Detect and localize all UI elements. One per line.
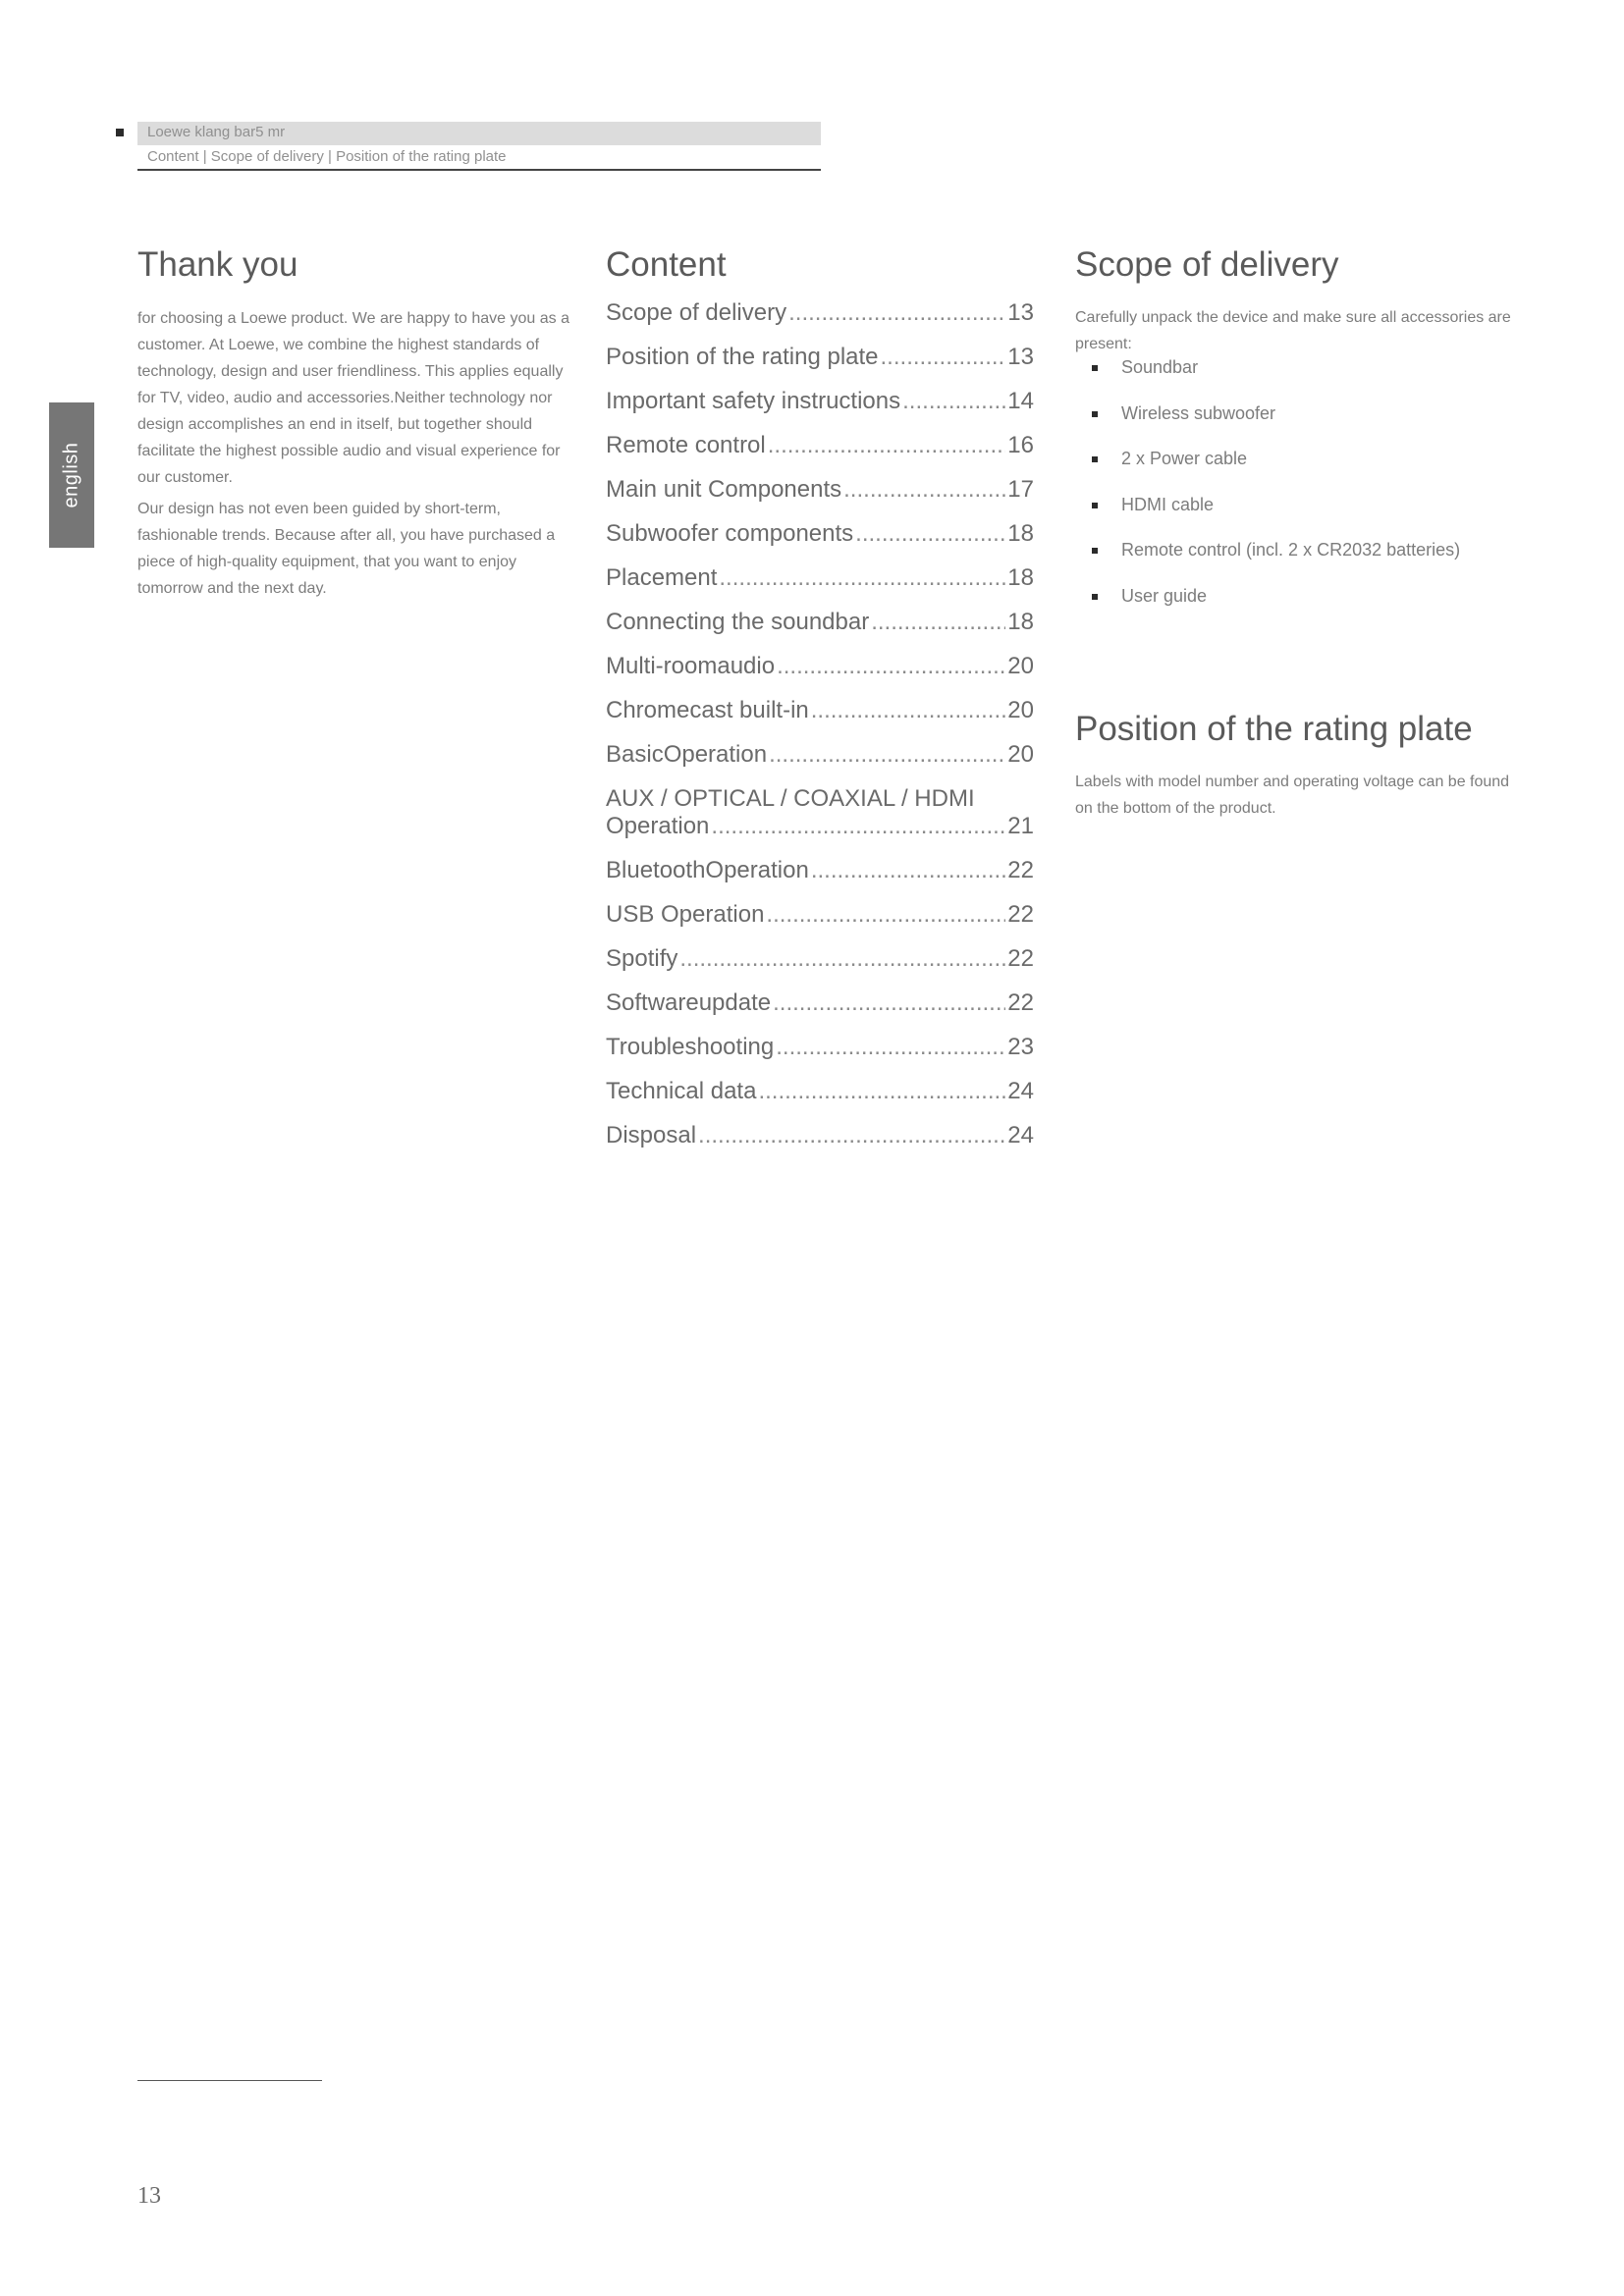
header-divider <box>137 169 821 171</box>
toc-item[interactable]: AUX / OPTICAL / COAXIAL / HDMI Operation ..... 21 <box>606 785 1034 857</box>
language-tab-label: english <box>60 442 82 508</box>
list-item: 2 x Power cable <box>1088 449 1460 495</box>
thank-you-paragraph-1: for choosing a Loewe product. We are happy to have you as a customer. At Loewe, we combine the highest standards of technology, design and user friendliness. This applies equally for TV, video, audio and accessories.Neither technology nor design accomplishes an end in itself, but together should facilitate the highest possible audio and visual experience for our customer. <box>137 310 569 486</box>
list-item: HDMI cable <box>1088 495 1460 541</box>
table-of-contents <box>606 299 1034 1166</box>
scope-of-delivery-heading: Scope of delivery <box>1075 245 1339 284</box>
toc-item[interactable]: Disposal ..... 24 <box>606 1122 1034 1166</box>
page-number: 13 <box>137 2183 161 2209</box>
toc-item[interactable]: Placement ..... 18 <box>606 564 1034 609</box>
toc-item[interactable]: Spotify ..... 22 <box>606 945 1034 989</box>
toc-item[interactable]: Chromecast built-in ..... 20 <box>606 697 1034 741</box>
header-product-name: Loewe klang bar5 mr <box>147 124 286 140</box>
toc-item[interactable]: Technical data ..... 24 <box>606 1078 1034 1122</box>
list-item: Wireless subwoofer <box>1088 403 1460 450</box>
toc-item[interactable]: Multi-roomaudio ..... 20 <box>606 653 1034 697</box>
toc-item[interactable]: Position of the rating plate ..... 13 <box>606 344 1034 388</box>
toc-item[interactable]: Connecting the soundbar ..... 18 <box>606 609 1034 653</box>
language-tab <box>49 402 94 548</box>
toc-item[interactable]: Scope of delivery ..... 13 <box>606 299 1034 344</box>
toc-item[interactable]: Troubleshooting ..... 23 <box>606 1034 1034 1078</box>
rating-plate-heading: Position of the rating plate <box>1075 710 1473 748</box>
content-heading: Content <box>606 245 727 284</box>
scope-of-delivery-intro: Carefully unpack the device and make sure all accessories are present: <box>1075 309 1511 352</box>
toc-item[interactable]: BluetoothOperation ..... 22 <box>606 857 1034 901</box>
thank-you-paragraph-2: Our design has not even been guided by short-term, fashionable trends. Because after all, you have purchased a piece of high-quality equipment, that you want to enjoy tomorrow and the next day. <box>137 501 556 597</box>
list-item: Soundbar <box>1088 357 1460 403</box>
toc-item[interactable]: Main unit Components ..... 17 <box>606 476 1034 520</box>
rating-plate-text: Labels with model number and operating voltage can be found on the bottom of the product. <box>1075 774 1510 817</box>
footnote-divider <box>137 2080 322 2081</box>
header-subtitle: Content | Scope of delivery | Position of the rating plate <box>147 148 507 165</box>
list-item: Remote control (incl. 2 x CR2032 batteries) <box>1088 540 1460 586</box>
toc-item[interactable]: USB Operation ..... 22 <box>606 901 1034 945</box>
thank-you-heading: Thank you <box>137 245 298 284</box>
delivery-items-list <box>1088 357 1460 632</box>
toc-item[interactable]: Important safety instructions ..... 14 <box>606 388 1034 432</box>
header-bullet <box>116 129 124 136</box>
toc-item[interactable]: BasicOperation ..... 20 <box>606 741 1034 785</box>
toc-item[interactable]: Remote control ..... 16 <box>606 432 1034 476</box>
list-item: User guide <box>1088 586 1460 632</box>
toc-item[interactable]: Softwareupdate ..... 22 <box>606 989 1034 1034</box>
toc-item[interactable]: Subwoofer components ..... 18 <box>606 520 1034 564</box>
